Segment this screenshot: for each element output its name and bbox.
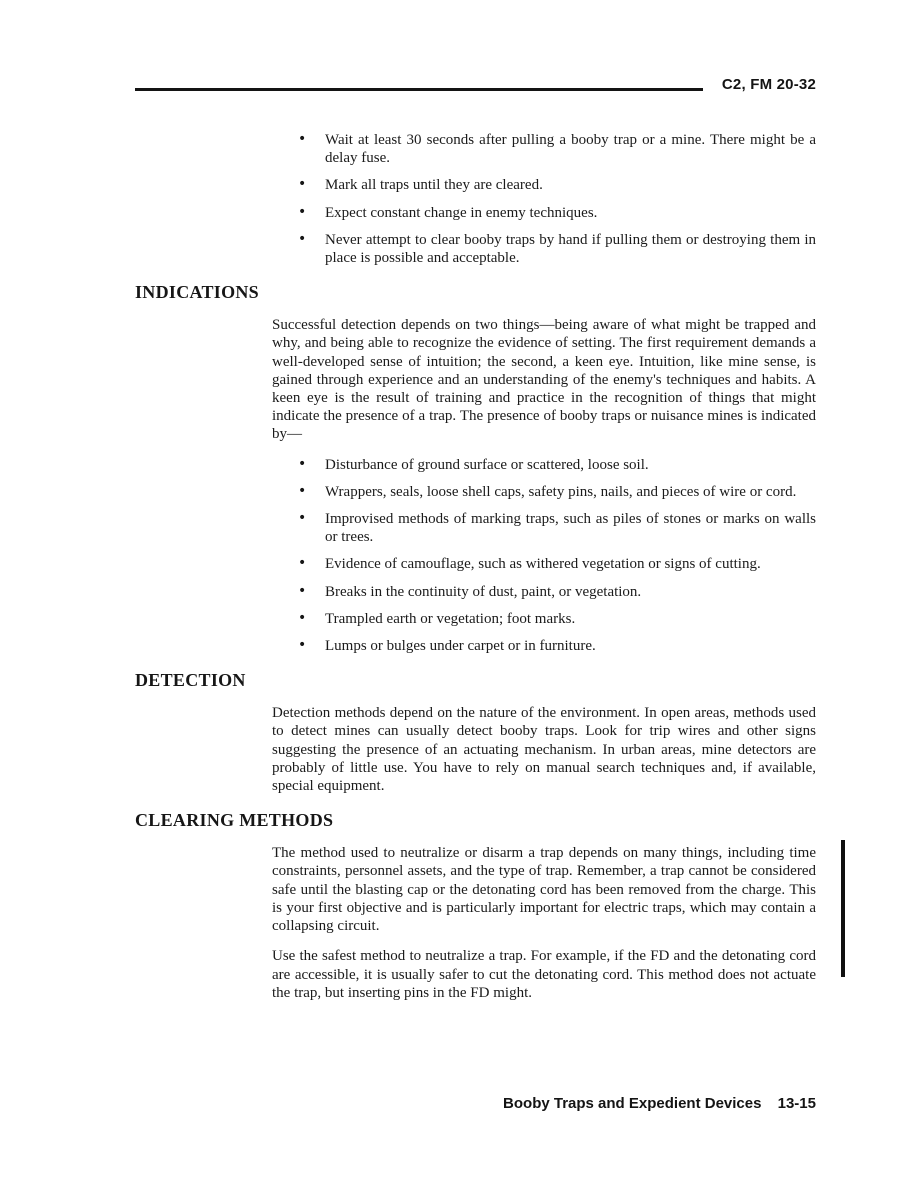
section-clearing-methods	[135, 810, 816, 1002]
list-item	[272, 131, 816, 167]
paragraph: Detection methods depend on the nature of the environment. In open areas, methods used to detect mines can usually detect booby traps. Look for trip wires and other signs suggesting the presence of an actuating mechanism. In urban areas, mine detectors are probably of little use. You have to rely on manual search techniques and, if available, special equipment.	[272, 705, 816, 795]
bullet-icon: •	[298, 176, 307, 193]
bullet-icon: •	[298, 510, 307, 527]
list-item-text: Disturbance of ground surface or scattered, loose soil.	[325, 456, 649, 473]
list-item	[272, 231, 816, 267]
bullet-icon: •	[298, 131, 307, 147]
list-item-text: Evidence of camouflage, such as withered vegetation or signs of cutting.	[325, 556, 761, 573]
list-item-text: Trampled earth or vegetation; foot marks.	[325, 610, 576, 627]
bullet-icon: •	[298, 555, 307, 572]
bullet-icon: •	[298, 203, 307, 220]
page-footer	[503, 1095, 816, 1112]
section-indications	[135, 282, 816, 655]
paragraph: Successful detection depends on two things—being aware of what might be trapped and why, and being able to recognize the evidence of setting. The first requirement demands a well-developed sense of intuition; the second, a keen eye. Intuition, like mine sense, is gained through experience and an understanding of the enemy's techniques and habits. A keen eye is the result of training and practice in the recognition of things that might indicate the presence of a trap. The presence of booby traps or nuisance mines is indicated by—	[272, 317, 816, 443]
list-item	[272, 510, 816, 546]
bullet-icon: •	[298, 482, 307, 499]
page-content	[135, 131, 816, 1014]
bullet-icon: •	[298, 455, 307, 472]
list-item-text: Lumps or bulges under carpet or in furniture.	[325, 638, 596, 655]
bullet-icon: •	[298, 637, 307, 654]
list-item	[272, 637, 816, 655]
list-item	[272, 555, 816, 573]
footer-section-title: Booby Traps and Expedient Devices	[503, 1095, 762, 1112]
list-item-text: Expect constant change in enemy techniques.	[325, 204, 598, 221]
list-item-text: Wrappers, seals, loose shell caps, safety pins, nails, and pieces of wire or cord.	[325, 483, 797, 500]
list-item	[272, 204, 816, 222]
section-heading: DETECTION	[135, 670, 246, 691]
list-item	[272, 610, 816, 628]
continued-bullet-list	[272, 131, 816, 267]
indications-bullet-list	[272, 456, 816, 656]
change-bar	[841, 840, 845, 977]
list-item-text: Never attempt to clear booby traps by hand if pulling them or destroying them in place is possible and acceptable.	[325, 231, 816, 267]
list-item	[272, 483, 816, 501]
section-detection	[135, 670, 816, 795]
header-rule	[135, 88, 703, 91]
list-item	[272, 583, 816, 601]
paragraph: Use the safest method to neutralize a trap. For example, if the FD and the detonating cord are accessible, it is usually safer to cut the detonating cord. This method does not actuate the trap, but inserting pins in the FD might.	[272, 948, 816, 1001]
bullet-icon: •	[298, 609, 307, 626]
list-item-text: Improvised methods of marking traps, such as piles of stones or marks on walls or trees.	[325, 511, 816, 546]
section-heading: CLEARING METHODS	[135, 810, 334, 831]
header-doc-ref: C2, FM 20-32	[721, 76, 816, 93]
list-item-text: Mark all traps until they are cleared.	[325, 177, 543, 194]
paragraph: The method used to neutralize or disarm a trap depends on many things, including time constraints, personnel assets, and the type of trap. Remember, a trap cannot be considered safe until the blasting cap or the detonating cord has been removed from the charge. This is your first objective and is particularly important for electric traps, which may contain a collapsing circuit.	[272, 845, 816, 935]
list-item	[272, 456, 816, 474]
list-item	[272, 176, 816, 194]
section-heading: INDICATIONS	[135, 282, 259, 303]
bullet-icon: •	[298, 582, 307, 599]
list-item-text: Breaks in the continuity of dust, paint, or vegetation.	[325, 583, 642, 600]
list-item-text: Wait at least 30 seconds after pulling a booby trap or a mine. There might be a delay fuse.	[325, 132, 816, 167]
footer-page-number: 13-15	[777, 1095, 816, 1112]
bullet-icon: •	[298, 230, 307, 247]
